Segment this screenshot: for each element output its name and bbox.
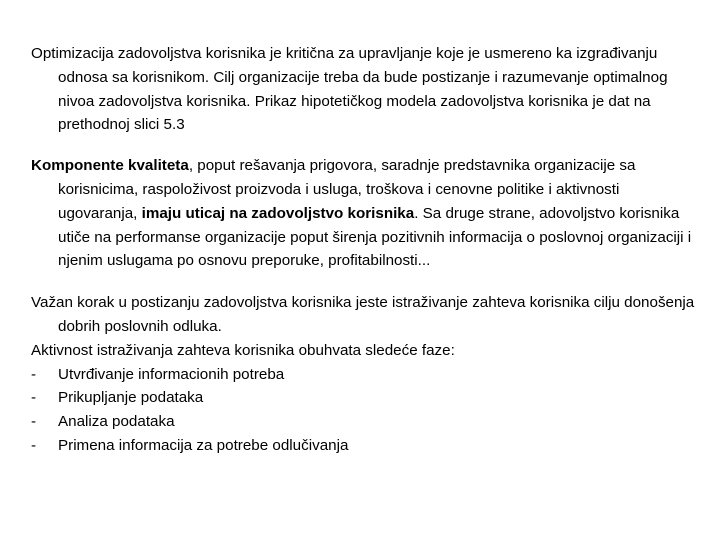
- list-item-label: Analiza podataka: [58, 413, 175, 431]
- dash-marker: -: [31, 365, 37, 383]
- list-item: [31, 410, 695, 434]
- list-item: [31, 386, 695, 410]
- dash-marker: -: [31, 436, 37, 454]
- list-item-label: Utvrđivanje informacionih potreba: [58, 365, 285, 383]
- paragraph-phases-intro: [31, 339, 695, 363]
- bold-term-impact: imaju uticaj na zadovoljstvo korisnika: [141, 204, 415, 222]
- list-item: [31, 363, 695, 387]
- paragraph-quality-text-b: . Sa druge strane, adovoljstvo korisnika utiče na performanse organizacije poput širenja pozitivnih informacija o poslovnoj organizaciji i njenim uslugama po osnovu preporuke, profitabilnosti...: [58, 204, 692, 270]
- dash-marker: -: [31, 389, 37, 407]
- phases-list: [31, 363, 695, 458]
- paragraph-intro-text: Optimizacija zadovoljstva korisnika je kritična za upravljanje koje je usmereno ka izgrađivanju odnosa sa korisnikom. Cilj organizacije treba da bude postizanje i razumevanje optimalnog nivoa zadovoljstva korisnika. Prikaz hipotetičkog modela zadovoljstva korisnika je dat na prethodnoj slici 5.3: [31, 45, 668, 134]
- paragraph-quality-components: [31, 154, 695, 273]
- paragraph-intro: [31, 42, 695, 137]
- paragraph-quality-text-a: , poput rešavanja prigovora, saradnje predstavnika organizacije sa korisnicima, raspoloživost proizvoda i usluga, troškova i cenovne politike i aktivnosti ugovaranja,: [58, 157, 636, 222]
- bold-term-quality-components: Komponente kvaliteta: [31, 157, 189, 175]
- paragraph-research-step: [31, 291, 695, 339]
- list-item: [31, 434, 695, 458]
- list-item-label: Primena informacija za potrebe odlučivanja: [58, 436, 349, 454]
- paragraph-research-text: Važan korak u postizanju zadovoljstva korisnika jeste istraživanje zahteva korisnika cilju donošenja dobrih poslovnih odluka.: [31, 294, 695, 335]
- list-item-label: Prikupljanje podataka: [58, 389, 204, 407]
- dash-marker: -: [31, 413, 37, 431]
- paragraph-phases-intro-text: Aktivnost istraživanja zahteva korisnika obuhvata sledeće faze:: [31, 341, 455, 359]
- slide-content: [31, 42, 695, 458]
